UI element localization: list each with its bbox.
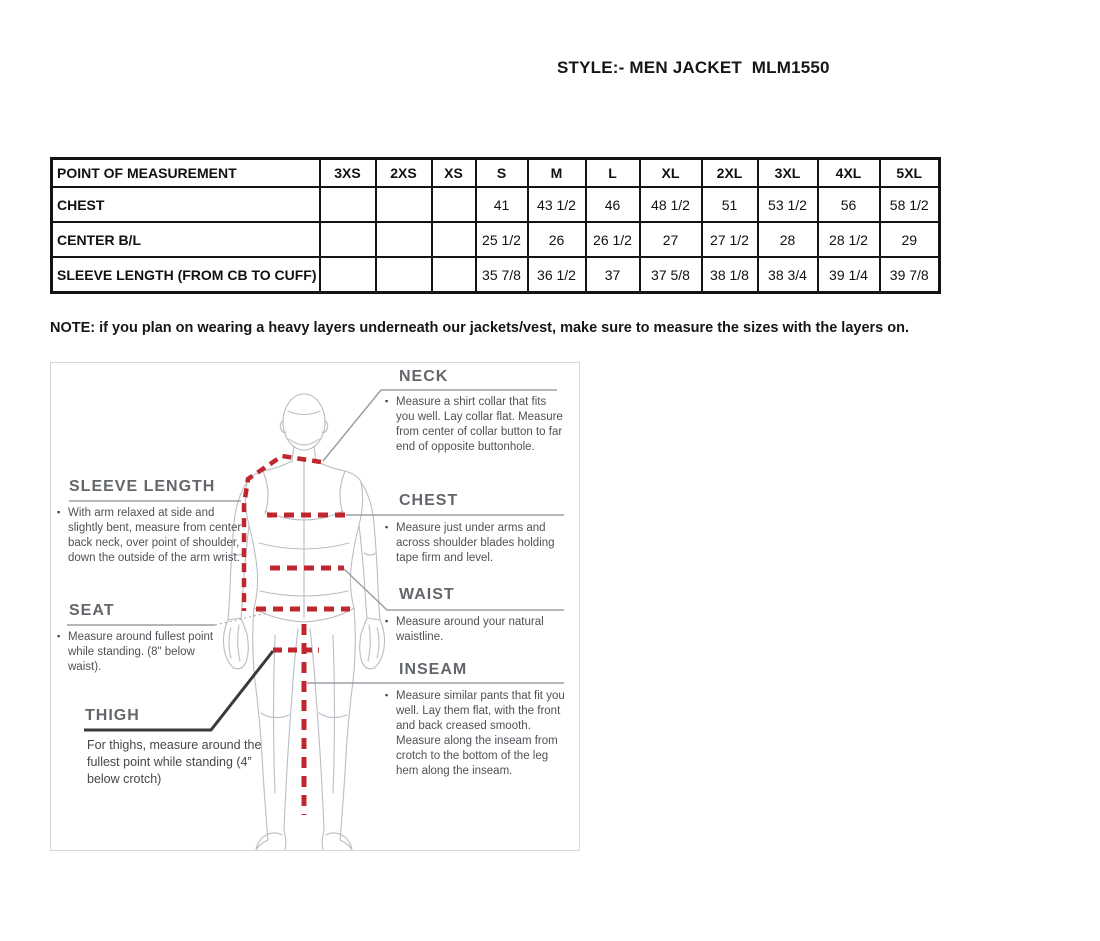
cell: 48 1/2 bbox=[640, 187, 702, 222]
column-header: L bbox=[586, 159, 640, 188]
table-row bbox=[52, 222, 940, 257]
page-title: STYLE:- MEN JACKET MLM1550 bbox=[557, 58, 830, 77]
sleeve-length-label: SLEEVE LENGTH bbox=[69, 478, 216, 495]
measurement-guide-panel bbox=[50, 362, 580, 851]
inseam-description: ▪ Measure similar pants that fit you well. Lay them flat, with the front and back creased smooth. Measure along the inseam from crotch to the bottom of the leg hem along the inseam. bbox=[385, 689, 569, 779]
waist-description: ▪ Measure around your natural waistline. bbox=[385, 615, 557, 645]
cell bbox=[320, 257, 376, 293]
table-row bbox=[52, 187, 940, 222]
cell: 25 1/2 bbox=[476, 222, 528, 257]
cell: 38 3/4 bbox=[758, 257, 818, 293]
cell: 56 bbox=[818, 187, 880, 222]
cell: 28 bbox=[758, 222, 818, 257]
neck-label: NECK bbox=[399, 368, 449, 385]
cell: 27 1/2 bbox=[702, 222, 758, 257]
bullet-square-icon bbox=[57, 506, 68, 566]
cell: 53 1/2 bbox=[758, 187, 818, 222]
seat-label: SEAT bbox=[69, 602, 115, 619]
cell: 39 1/4 bbox=[818, 257, 880, 293]
chest-label: CHEST bbox=[399, 492, 459, 509]
row-label: CHEST bbox=[52, 187, 320, 222]
row-label: SLEEVE LENGTH (FROM CB TO CUFF) bbox=[52, 257, 320, 293]
cell bbox=[376, 257, 432, 293]
bullet-square-icon bbox=[385, 615, 396, 645]
seat-description: ▪ Measure around fullest point while standing. (8" below waist). bbox=[57, 630, 219, 675]
sleeve-length-description: ▪ With arm relaxed at side and slightly bent, measure from center back neck, over point of shoulder, down the outside of the arm wrist. bbox=[57, 506, 247, 566]
cell: 39 7/8 bbox=[880, 257, 940, 293]
column-header: M bbox=[528, 159, 586, 188]
column-header: 2XL bbox=[702, 159, 758, 188]
table-row bbox=[52, 257, 940, 293]
table-header-row bbox=[52, 159, 940, 188]
cell: 58 1/2 bbox=[880, 187, 940, 222]
sleeve-length-dash-line bbox=[244, 456, 321, 611]
cell bbox=[320, 187, 376, 222]
cell: 28 1/2 bbox=[818, 222, 880, 257]
column-header: XL bbox=[640, 159, 702, 188]
chest-description: ▪ Measure just under arms and across shoulder blades holding tape firm and level. bbox=[385, 521, 567, 566]
cell bbox=[432, 257, 476, 293]
cell: 38 1/8 bbox=[702, 257, 758, 293]
cell bbox=[432, 187, 476, 222]
cell: 26 bbox=[528, 222, 586, 257]
column-header: 5XL bbox=[880, 159, 940, 188]
column-header: XS bbox=[432, 159, 476, 188]
cell: 29 bbox=[880, 222, 940, 257]
neck-description: ▪ Measure a shirt collar that fits you well. Lay collar flat. Measure from center of collar button to far end of opposite buttonhole. bbox=[385, 395, 565, 455]
cell bbox=[376, 222, 432, 257]
size-table bbox=[50, 157, 941, 294]
column-header: S bbox=[476, 159, 528, 188]
cell: 46 bbox=[586, 187, 640, 222]
cell: 35 7/8 bbox=[476, 257, 528, 293]
thigh-description: For thighs, measure around the fullest point while standing (4” below crotch) bbox=[87, 738, 262, 786]
cell: 37 bbox=[586, 257, 640, 293]
waist-label: WAIST bbox=[399, 586, 455, 603]
column-header: 3XL bbox=[758, 159, 818, 188]
bullet-square-icon bbox=[385, 521, 396, 566]
cell: 51 bbox=[702, 187, 758, 222]
bullet-square-icon bbox=[385, 395, 396, 455]
bullet-square-icon bbox=[57, 630, 68, 675]
cell: 36 1/2 bbox=[528, 257, 586, 293]
layering-note: NOTE: if you plan on wearing a heavy layers underneath our jackets/vest, make sure to measure the sizes with the layers on. bbox=[50, 320, 910, 336]
bullet-square-icon bbox=[385, 689, 396, 779]
row-label: CENTER B/L bbox=[52, 222, 320, 257]
column-header: 3XS bbox=[320, 159, 376, 188]
cell: 37 5/8 bbox=[640, 257, 702, 293]
cell: 43 1/2 bbox=[528, 187, 586, 222]
cell bbox=[320, 222, 376, 257]
cell: 27 bbox=[640, 222, 702, 257]
inseam-label: INSEAM bbox=[399, 661, 468, 678]
column-header: POINT OF MEASUREMENT bbox=[52, 159, 320, 188]
cell bbox=[432, 222, 476, 257]
cell: 26 1/2 bbox=[586, 222, 640, 257]
cell: 41 bbox=[476, 187, 528, 222]
column-header: 4XL bbox=[818, 159, 880, 188]
column-header: 2XS bbox=[376, 159, 432, 188]
thigh-label: THIGH bbox=[85, 707, 140, 724]
cell bbox=[376, 187, 432, 222]
